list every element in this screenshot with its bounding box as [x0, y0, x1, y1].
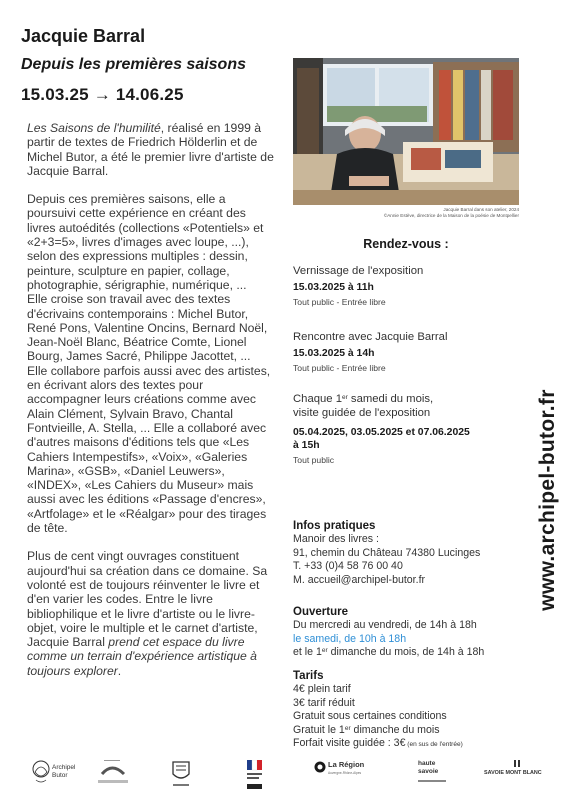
lucinges-logo	[170, 760, 194, 791]
photo-caption: Jacquie Barral dans son atelier, 2024 ©Annie Estève, directrice de la Maison de la poésie de Montpellier	[383, 207, 519, 218]
intro-paragraph-4: Elle collabore parfois aussi avec des artistes, en écrivant alors des textes pour accompagner leurs créations comme avec Alain Clément, Sylvain Bravo, Chantal Fontvieille, A. Stella, ... Elle a collaboré avec d'autres maisons d'éditions tels que «Les Cahiers Intempestifs», «Voix», «Galeries Marina», «GSB», «Daniel Leuwers», «INDEX», «Les Cahiers du Museur» mais aussi avec les éditions «Passage d'encres», «Artfolage» et le «Réalgar» pour des tirages de tête.	[27, 363, 271, 536]
event-visite-guidee: Chaque 1er samedi du mois, visite guidée de l'exposition 05.04.2025, 03.05.2025 et 07.06.2025 à 15h Tout public	[293, 393, 470, 465]
intro-text	[27, 121, 277, 692]
prefet-logo	[245, 760, 269, 793]
rendez-vous-heading: Rendez-vous :	[363, 237, 449, 251]
intro-paragraph-3: Elle croise son travail avec des textes d'écrivains contemporains : Michel Butor, René Pons, Valentine Oncins, Bernard Noël, Jean-Noël Blanc, Béatrice Comte, Lionel Bourg, James Sacré, Philippe Jacottet, ...	[27, 292, 268, 364]
website-url[interactable]: www.archipel-butor.fr	[536, 389, 559, 611]
tarifs: Tarifs 4€ plein tarif 3€ tarif réduit Gratuit sous certaines conditions Gratuit le 1er dimanche du mois Forfait visite guidée : 3€ (en sus de l'entrée)	[293, 670, 463, 750]
infos-pratiques: Infos pratiques Manoir des livres : 91, chemin du Château 74380 Lucinges T. +33 (0)4 58 76 00 40 M. accueil@archipel-butor.fr	[293, 519, 533, 587]
event-vernissage: Vernissage de l'exposition 15.03.2025 à 11h Tout public - Entrée libre	[293, 265, 424, 307]
email-link[interactable]: M. accueil@archipel-butor.fr	[293, 573, 426, 586]
artist-photo	[293, 58, 519, 205]
intro-paragraph-1: Les Saisons de l'humilité, réalisé en 1999 à partir de textes de Friedrich Hölderlin et de Michel Butor, a été le premier livre d'artiste de Jacquie Barral.	[27, 121, 274, 178]
artist-name: Jacquie Barral	[21, 26, 146, 46]
opening-hours: Ouverture Du mercredi au vendredi, de 14h à 18h le samedi, de 10h à 18h et le 1er dimanche du mois, de 14h à 18h	[293, 606, 485, 659]
intro-paragraph-2: Depuis ces premières saisons, elle a poursuivi cette expérience en créant des livres autoédités (collections «Potentiels» et «2+3=5», livres d'images avec loupe, ...), selon des expressions multiples : dessin, peinture, sculpture en papier, collage, photographie, sérigraphie, numérique, ...	[27, 192, 264, 292]
exhibition-dates: 15.03.25 → 14.06.25	[21, 85, 184, 104]
exhibition-title: Depuis les premières saisons	[21, 56, 246, 73]
event-rencontre: Rencontre avec Jacquie Barral 15.03.2025 à 14h Tout public - Entrée libre	[293, 331, 448, 373]
partner-logo-2	[94, 760, 134, 791]
intro-paragraph-5: Plus de cent vingt ouvrages constituent aujourd'hui sa création dans ce domaine. Sa volonté est de toujours réinventer le livre et d'en varier les codes. Entre le livre bibliophilique et le livre d'artiste ou le livre-objet, voire le multiple et le carnet d'artiste, Jacquie Barral prend cet espace du livre comme un terrain d'expérience artistique à toujours explorer.	[27, 549, 268, 678]
